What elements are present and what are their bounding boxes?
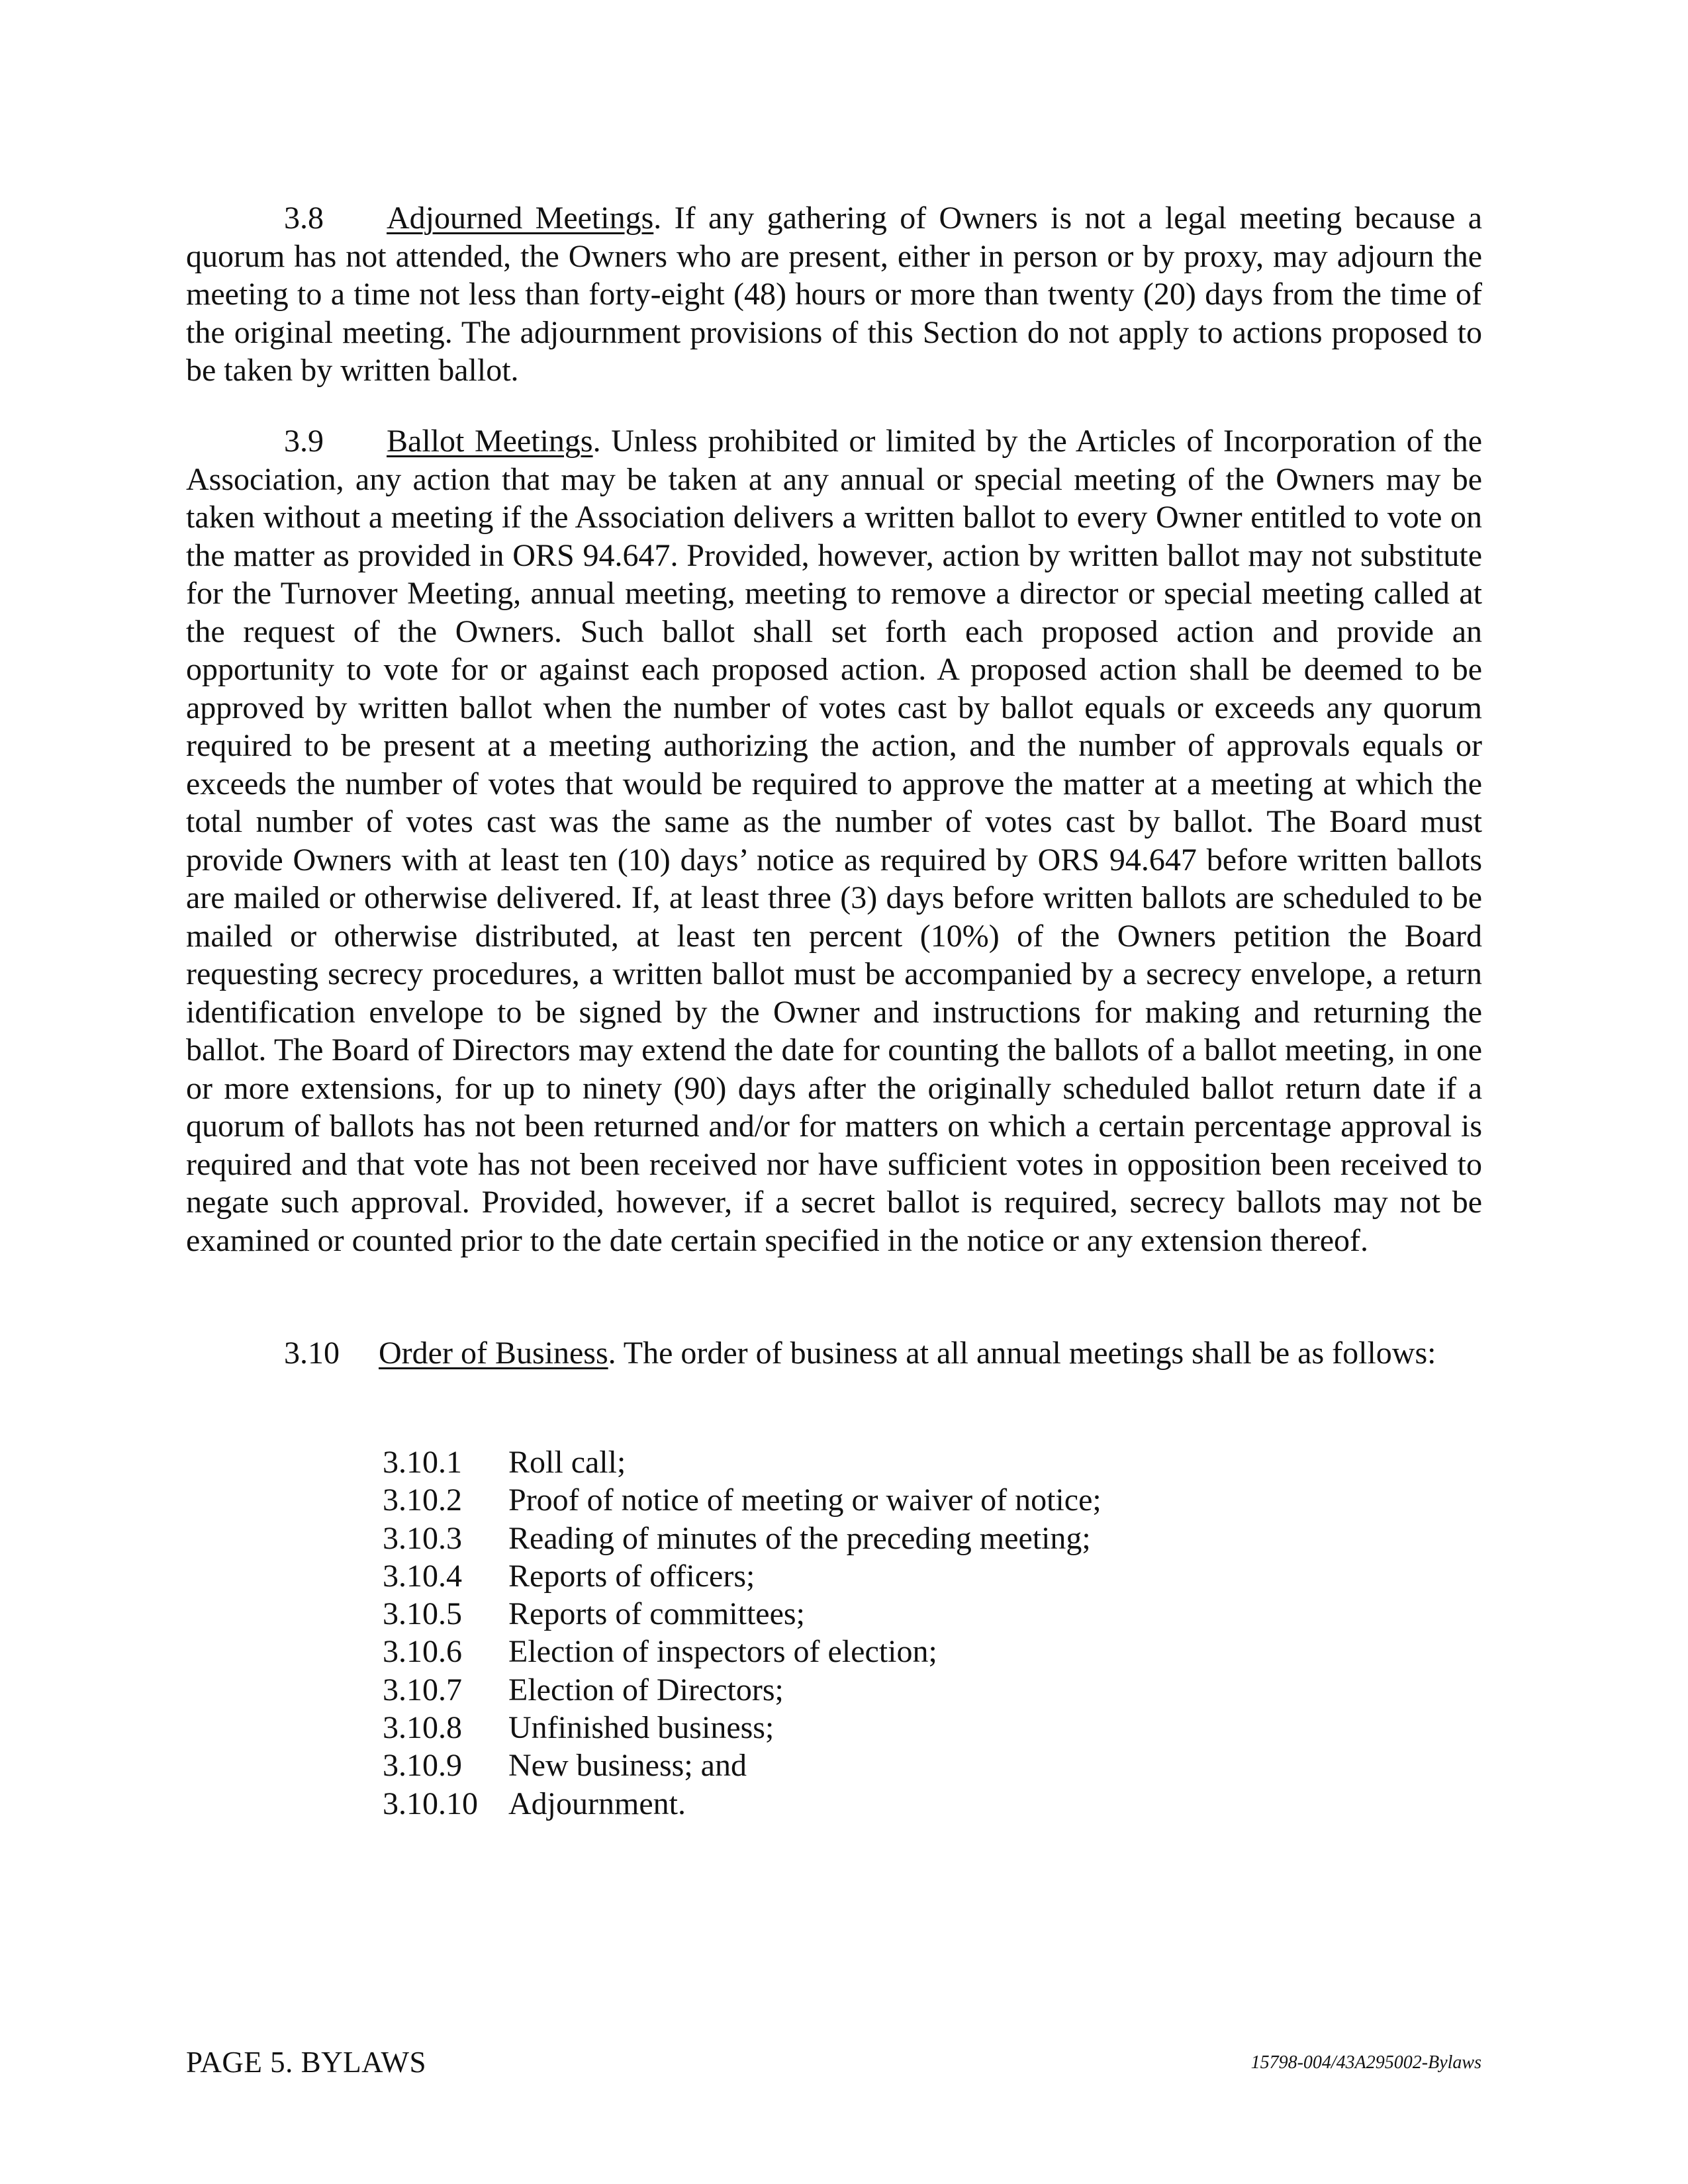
section-heading: Order of Business (379, 1336, 608, 1371)
section-3-10 (186, 1334, 1482, 1373)
section-heading: Adjourned Meetings (387, 201, 654, 236)
list-item (383, 1747, 1102, 1784)
order-of-business-list (383, 1443, 1102, 1823)
list-item-text: Reports of committees; (508, 1596, 805, 1632)
list-item (383, 1671, 1102, 1709)
list-item-number: 3.10.7 (383, 1672, 462, 1707)
list-item (383, 1595, 1102, 1633)
list-item-number: 3.10.6 (383, 1634, 462, 1670)
section-number: 3.10 (284, 1336, 340, 1371)
section-body: . If any gathering of Owners is not a legal meeting because a quorum has not attended, the Owners who are present, either in person or by proxy, may adjourn the meeting to a time not less than forty-eight (48) hours or more than twenty (20) days from the time of the original meeting. The adjournment provisions of this Section do not apply to actions proposed to be taken by written ballot. (186, 201, 1482, 388)
list-item-text: New business; and (508, 1748, 747, 1784)
section-number: 3.9 (284, 424, 324, 459)
list-item-text: Unfinished business; (508, 1710, 774, 1746)
list-item-number: 3.10.4 (383, 1558, 462, 1594)
section-body: . Unless prohibited or limited by the Articles of Incorporation of the Association, any action that may be taken at any annual or special meeting of the Owners may be taken without a meeting if the Association delivers a written ballot to every Owner entitled to vote on the matter as provided in ORS 94.647. Provided, however, action by written ballot may not substitute for the Turnover Meeting, annual meeting, meeting to remove a director or special meeting called at the request of the Owners. Such ballot shall set forth each proposed action and provide an opportunity to vote for or against each proposed action. A proposed action shall be deemed to be approved by written ballot when the number of votes cast by ballot equals or exceeds any quorum required to be present at a meeting authorizing the action, and the number of approvals equals or exceeds the number of votes that would be required to approve the matter at a meeting at which the total number of votes cast was the same as the number of votes cast by ballot. The Board must provide Owners with at least ten (10) days’ notice as required by ORS 94.647 before written ballots are mailed or otherwise delivered. If, at least three (3) days before written ballots are scheduled to be mailed or otherwise distributed, at least ten percent (10%) of the Owners petition the Board requesting secrecy procedures, a written ballot must be accompanied by a secrecy envelope, a return identification envelope to be signed by the Owner and instructions for making and returning the ballot. The Board of Directors may extend the date for counting the ballots of a ballot meeting, in one or more extensions, for up to ninety (90) days after the originally scheduled ballot return date if a quorum of ballots has not been returned and/or for matters on which a certain percentage approval is required and that vote has not been received nor have sufficient votes in opposition been received to negate such approval. Provided, however, if a secret ballot is required, secrecy ballots may not be examined or counted prior to the date certain specified in the notice or any extension thereof. (186, 424, 1482, 1258)
list-item (383, 1443, 1102, 1481)
list-item-number: 3.10.8 (383, 1710, 462, 1746)
list-item-text: Reports of officers; (508, 1558, 755, 1594)
list-item (383, 1557, 1102, 1595)
list-item-text: Reading of minutes of the preceding meeting; (508, 1520, 1091, 1556)
list-item-number: 3.10.5 (383, 1596, 462, 1632)
section-3-9 (186, 422, 1482, 1259)
list-item (383, 1520, 1102, 1557)
list-item-text: Election of Directors; (508, 1672, 784, 1707)
list-item-text: Election of inspectors of election; (508, 1634, 937, 1670)
list-item-number: 3.10.3 (383, 1520, 462, 1556)
list-item-number: 3.10.9 (383, 1748, 462, 1784)
section-body: . The order of business at all annual meetings shall be as follows: (608, 1336, 1436, 1371)
section-3-8 (186, 199, 1482, 390)
list-item (383, 1481, 1102, 1519)
section-heading: Ballot Meetings (387, 424, 593, 459)
document-id: 15798-004/43A295002-Bylaws (1250, 2052, 1481, 2073)
list-item-number: 3.10.10 (383, 1786, 478, 1821)
section-number: 3.8 (284, 201, 324, 236)
list-item (383, 1633, 1102, 1670)
list-item-number: 3.10.2 (383, 1482, 462, 1518)
page-footer-label: PAGE 5. BYLAWS (186, 2046, 427, 2079)
list-item-number: 3.10.1 (383, 1445, 462, 1480)
list-item-text: Adjournment. (508, 1786, 686, 1821)
list-item (383, 1709, 1102, 1747)
list-item (383, 1785, 1102, 1823)
list-item-text: Proof of notice of meeting or waiver of notice; (508, 1482, 1102, 1518)
list-item-text: Roll call; (508, 1445, 626, 1480)
